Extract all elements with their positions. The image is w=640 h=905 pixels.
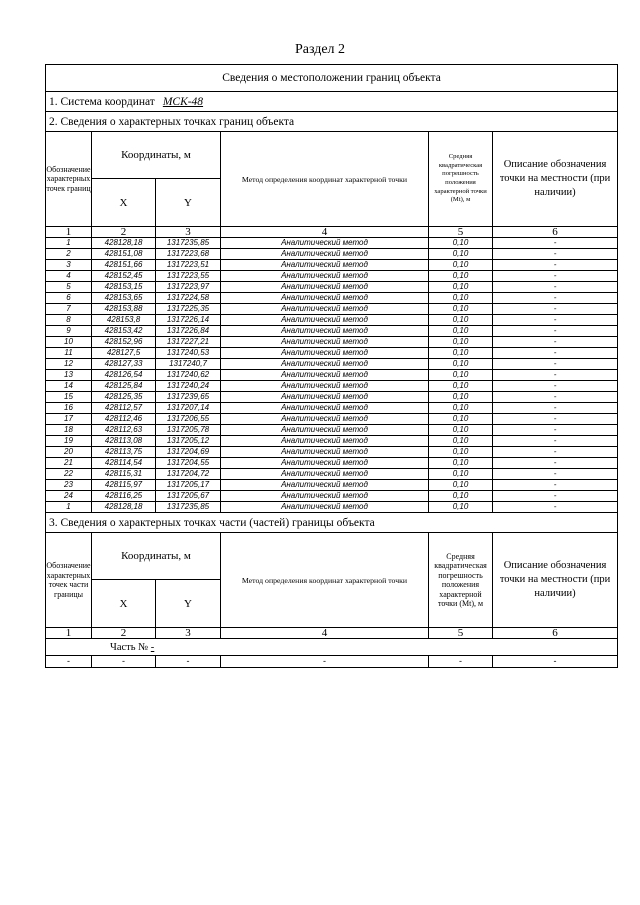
point-method: Аналитический метод [221, 337, 429, 348]
header-part-y: Y [156, 580, 221, 628]
header-error: Средняя квадратическая погрешность положения характерной точки (Mt), м [429, 132, 493, 227]
table-row [46, 425, 618, 436]
point-number: 3 [46, 260, 92, 271]
point-x: 428125,35 [92, 392, 156, 403]
point-y: 1317226,14 [156, 315, 221, 326]
point-y: 1317240,24 [156, 381, 221, 392]
column-number: 5 [429, 227, 493, 238]
table-row [46, 447, 618, 458]
point-method: Аналитический метод [221, 425, 429, 436]
point-method: Аналитический метод [221, 469, 429, 480]
point-description: - [493, 260, 618, 271]
point-x: 428126,54 [92, 370, 156, 381]
point-number: 1 [46, 238, 92, 249]
table-row [46, 326, 618, 337]
table-row [46, 381, 618, 392]
point-error: 0,10 [429, 271, 493, 282]
column-number: 2 [92, 227, 156, 238]
point-number: 4 [46, 271, 92, 282]
table-row [46, 414, 618, 425]
point-description: - [493, 458, 618, 469]
point-number: 2 [46, 249, 92, 260]
point-number: 13 [46, 370, 92, 381]
table-row [46, 337, 618, 348]
point-number: 11 [46, 348, 92, 359]
point-y: 1317204,69 [156, 447, 221, 458]
column-number: 2 [92, 628, 156, 639]
empty-cell: - [429, 656, 493, 668]
point-y: 1317240,53 [156, 348, 221, 359]
point-method: Аналитический метод [221, 414, 429, 425]
table-row [46, 271, 618, 282]
point-x: 428152,45 [92, 271, 156, 282]
empty-cell: - [46, 656, 92, 668]
point-error: 0,10 [429, 414, 493, 425]
part-row [46, 639, 618, 656]
point-x: 428115,31 [92, 469, 156, 480]
point-x: 428127,5 [92, 348, 156, 359]
point-error: 0,10 [429, 348, 493, 359]
point-error: 0,10 [429, 359, 493, 370]
point-error: 0,10 [429, 425, 493, 436]
point-method: Аналитический метод [221, 436, 429, 447]
header-part-coordinates: Координаты, м [92, 533, 221, 580]
part-column-numbers-row [46, 628, 618, 639]
section-coordinate-system: 1. Система координат МСК-48 [46, 92, 618, 112]
point-number: 24 [46, 491, 92, 502]
point-y: 1317205,17 [156, 480, 221, 491]
point-error: 0,10 [429, 458, 493, 469]
column-numbers-row [46, 227, 618, 238]
point-error: 0,10 [429, 249, 493, 260]
point-error: 0,10 [429, 381, 493, 392]
empty-cell: - [493, 656, 618, 668]
point-x: 428113,75 [92, 447, 156, 458]
point-method: Аналитический метод [221, 491, 429, 502]
point-description: - [493, 249, 618, 260]
table-row [46, 282, 618, 293]
table-row [46, 436, 618, 447]
point-method: Аналитический метод [221, 293, 429, 304]
point-number: 8 [46, 315, 92, 326]
column-number: 3 [156, 628, 221, 639]
point-x: 428128,18 [92, 238, 156, 249]
point-error: 0,10 [429, 480, 493, 491]
part-empty-row [46, 656, 618, 668]
header-y: Y [156, 179, 221, 227]
point-y: 1317223,68 [156, 249, 221, 260]
page-title: Раздел 2 [294, 42, 346, 57]
table-row [46, 315, 618, 326]
point-description: - [493, 304, 618, 315]
point-y: 1317235,85 [156, 238, 221, 249]
point-x: 428153,65 [92, 293, 156, 304]
point-number: 9 [46, 326, 92, 337]
point-number: 15 [46, 392, 92, 403]
point-x: 428127,33 [92, 359, 156, 370]
table-row [46, 238, 618, 249]
point-number: 20 [46, 447, 92, 458]
point-y: 1317204,55 [156, 458, 221, 469]
column-number: 5 [429, 628, 493, 639]
point-error: 0,10 [429, 293, 493, 304]
header-description: Описание обозначения точки на местности (при наличии) [493, 132, 618, 227]
point-number: 16 [46, 403, 92, 414]
column-number: 4 [221, 628, 429, 639]
table-row [46, 469, 618, 480]
point-number: 14 [46, 381, 92, 392]
point-error: 0,10 [429, 436, 493, 447]
table-row [46, 502, 618, 513]
point-error: 0,10 [429, 447, 493, 458]
point-description: - [493, 392, 618, 403]
section-part-points: 3. Сведения о характерных точках части (частей) границы объекта [46, 513, 618, 533]
point-error: 0,10 [429, 392, 493, 403]
point-number: 23 [46, 480, 92, 491]
table-row [46, 260, 618, 271]
point-y: 1317226,84 [156, 326, 221, 337]
point-error: 0,10 [429, 403, 493, 414]
point-method: Аналитический метод [221, 238, 429, 249]
table-row [46, 392, 618, 403]
table-row [46, 293, 618, 304]
point-error: 0,10 [429, 502, 493, 513]
point-number: 5 [46, 282, 92, 293]
point-number: 17 [46, 414, 92, 425]
point-number: 21 [46, 458, 92, 469]
point-description: - [493, 480, 618, 491]
point-method: Аналитический метод [221, 458, 429, 469]
point-y: 1317206,55 [156, 414, 221, 425]
point-method: Аналитический метод [221, 359, 429, 370]
point-description: - [493, 282, 618, 293]
header-part-description: Описание обозначения точки на местности (при наличии) [493, 533, 618, 628]
point-method: Аналитический метод [221, 480, 429, 491]
point-method: Аналитический метод [221, 403, 429, 414]
empty-cell: - [221, 656, 429, 668]
point-method: Аналитический метод [221, 315, 429, 326]
point-method: Аналитический метод [221, 271, 429, 282]
coordinate-system-value: МСК-48 [162, 95, 204, 108]
point-description: - [493, 447, 618, 458]
point-x: 428151,08 [92, 249, 156, 260]
point-method: Аналитический метод [221, 392, 429, 403]
table-row [46, 249, 618, 260]
point-x: 428114,54 [92, 458, 156, 469]
point-method: Аналитический метод [221, 502, 429, 513]
point-y: 1317225,35 [156, 304, 221, 315]
table-row [46, 480, 618, 491]
point-description: - [493, 337, 618, 348]
point-y: 1317240,7 [156, 359, 221, 370]
table-title: Сведения о местоположении границ объекта [46, 65, 618, 92]
point-y: 1317223,55 [156, 271, 221, 282]
point-x: 428113,08 [92, 436, 156, 447]
point-x: 428153,88 [92, 304, 156, 315]
table-row [46, 458, 618, 469]
point-error: 0,10 [429, 491, 493, 502]
empty-cell: - [92, 656, 156, 668]
header-coordinates: Координаты, м [92, 132, 221, 179]
column-number: 1 [46, 227, 92, 238]
point-number: 18 [46, 425, 92, 436]
point-x: 428112,63 [92, 425, 156, 436]
point-description: - [493, 359, 618, 370]
point-y: 1317204,72 [156, 469, 221, 480]
column-number: 4 [221, 227, 429, 238]
boundary-table [45, 64, 618, 668]
point-method: Аналитический метод [221, 326, 429, 337]
point-error: 0,10 [429, 238, 493, 249]
point-y: 1317239,65 [156, 392, 221, 403]
point-description: - [493, 381, 618, 392]
point-error: 0,10 [429, 469, 493, 480]
point-x: 428151,66 [92, 260, 156, 271]
point-description: - [493, 414, 618, 425]
point-x: 428112,57 [92, 403, 156, 414]
point-method: Аналитический метод [221, 304, 429, 315]
table-row [46, 403, 618, 414]
point-description: - [493, 315, 618, 326]
table-row [46, 304, 618, 315]
point-x: 428112,46 [92, 414, 156, 425]
point-y: 1317205,67 [156, 491, 221, 502]
table-row [46, 348, 618, 359]
header-part-x: X [92, 580, 156, 628]
header-method: Метод определения координат характерной точки [221, 132, 429, 227]
point-number: 7 [46, 304, 92, 315]
point-error: 0,10 [429, 370, 493, 381]
point-description: - [493, 502, 618, 513]
column-number: 6 [493, 227, 618, 238]
point-description: - [493, 326, 618, 337]
point-method: Аналитический метод [221, 282, 429, 293]
point-y: 1317205,78 [156, 425, 221, 436]
point-y: 1317227,21 [156, 337, 221, 348]
point-description: - [493, 348, 618, 359]
point-method: Аналитический метод [221, 260, 429, 271]
point-x: 428153,15 [92, 282, 156, 293]
point-description: - [493, 238, 618, 249]
table-row [46, 359, 618, 370]
point-y: 1317235,85 [156, 502, 221, 513]
point-y: 1317240,62 [156, 370, 221, 381]
point-x: 428153,42 [92, 326, 156, 337]
section-boundary-points: 2. Сведения о характерных точках границ объекта [46, 112, 618, 132]
point-y: 1317224,58 [156, 293, 221, 304]
point-y: 1317207,14 [156, 403, 221, 414]
point-x: 428152,96 [92, 337, 156, 348]
point-description: - [493, 436, 618, 447]
point-description: - [493, 370, 618, 381]
point-description: - [493, 469, 618, 480]
point-x: 428125,84 [92, 381, 156, 392]
point-number: 12 [46, 359, 92, 370]
point-method: Аналитический метод [221, 447, 429, 458]
empty-cell: - [156, 656, 221, 668]
point-number: 6 [46, 293, 92, 304]
point-error: 0,10 [429, 260, 493, 271]
point-error: 0,10 [429, 282, 493, 293]
header-part-method: Метод определения координат характерной точки [221, 533, 429, 628]
column-number: 1 [46, 628, 92, 639]
point-y: 1317223,51 [156, 260, 221, 271]
point-description: - [493, 425, 618, 436]
point-error: 0,10 [429, 315, 493, 326]
point-error: 0,10 [429, 304, 493, 315]
point-x: 428115,97 [92, 480, 156, 491]
column-number: 6 [493, 628, 618, 639]
header-part-error: Средняя квадратическая погрешность положения характерной точки (Mt), м [429, 533, 493, 628]
point-x: 428128,18 [92, 502, 156, 513]
point-method: Аналитический метод [221, 370, 429, 381]
point-y: 1317223,97 [156, 282, 221, 293]
column-number: 3 [156, 227, 221, 238]
point-x: 428153,8 [92, 315, 156, 326]
part-label: Часть № - [46, 639, 618, 656]
point-y: 1317205,12 [156, 436, 221, 447]
point-method: Аналитический метод [221, 381, 429, 392]
header-point-name: Обозначение характерных точек границ [46, 132, 92, 227]
point-method: Аналитический метод [221, 249, 429, 260]
point-description: - [493, 491, 618, 502]
header-part-point-name: Обозначение характерных точек части границы [46, 533, 92, 628]
part-number: - [150, 641, 155, 653]
point-number: 10 [46, 337, 92, 348]
point-method: Аналитический метод [221, 348, 429, 359]
header-x: X [92, 179, 156, 227]
point-number: 22 [46, 469, 92, 480]
point-number: 19 [46, 436, 92, 447]
point-error: 0,10 [429, 337, 493, 348]
point-description: - [493, 403, 618, 414]
point-number: 1 [46, 502, 92, 513]
point-description: - [493, 271, 618, 282]
point-description: - [493, 293, 618, 304]
table-row [46, 370, 618, 381]
point-error: 0,10 [429, 326, 493, 337]
table-row [46, 491, 618, 502]
point-x: 428116,25 [92, 491, 156, 502]
